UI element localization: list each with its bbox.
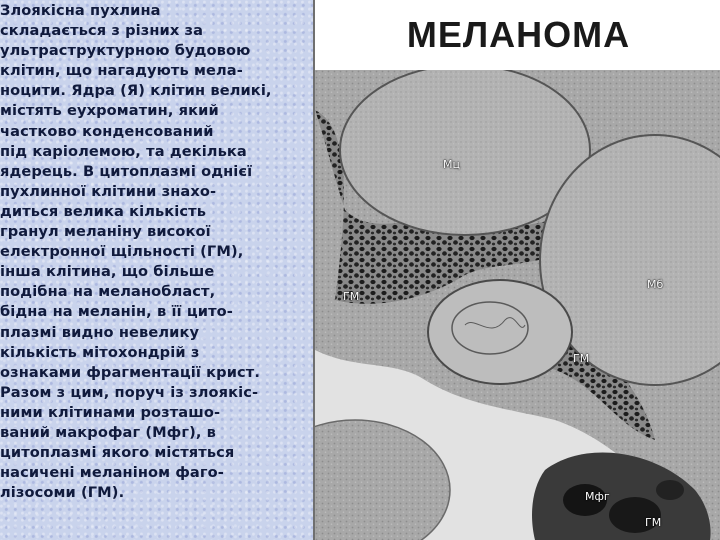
figure-title: МЕЛАНОМА	[406, 14, 631, 55]
electron-micrograph	[315, 70, 720, 540]
label-gm-bottom: ГМ	[645, 516, 662, 529]
description-text: Злоякісна пухлина складається з різних за ультраструктурною будовою клітин, що нагадують мела- ноцити. Ядра (Я) клітин великі, містять еухроматин, який частково конденсований під каріолемою, та декілька ядерець. В цитоплазмі однієї пухлинної клітини знахо- диться велика кількість гранул меланіну високої електронної щільності (ГМ), інша клітина, що більше подібна на меланобласт, бідна на меланін, в її цито- плазмі видно невелику кількість мітохондрій з ознаками фрагментації крист. Разом з цим, поруч із злоякіс- ними клітинами розташо- ваний макрофаг (Мфг), в цитоплазмі якого містяться насичені меланіном фаго- лізосоми (ГМ).	[0, 2, 272, 502]
label-mb: Мб	[647, 278, 664, 291]
micrograph-figure	[313, 0, 720, 540]
label-mfg: Мфг	[585, 490, 610, 503]
description-panel	[0, 0, 300, 540]
label-gm-mid: ГМ	[573, 352, 590, 365]
label-mc: Мц	[443, 158, 460, 171]
melanoblast-cell	[428, 280, 572, 384]
label-gm-left: ГМ	[343, 290, 360, 303]
figure-title-box	[315, 0, 720, 70]
